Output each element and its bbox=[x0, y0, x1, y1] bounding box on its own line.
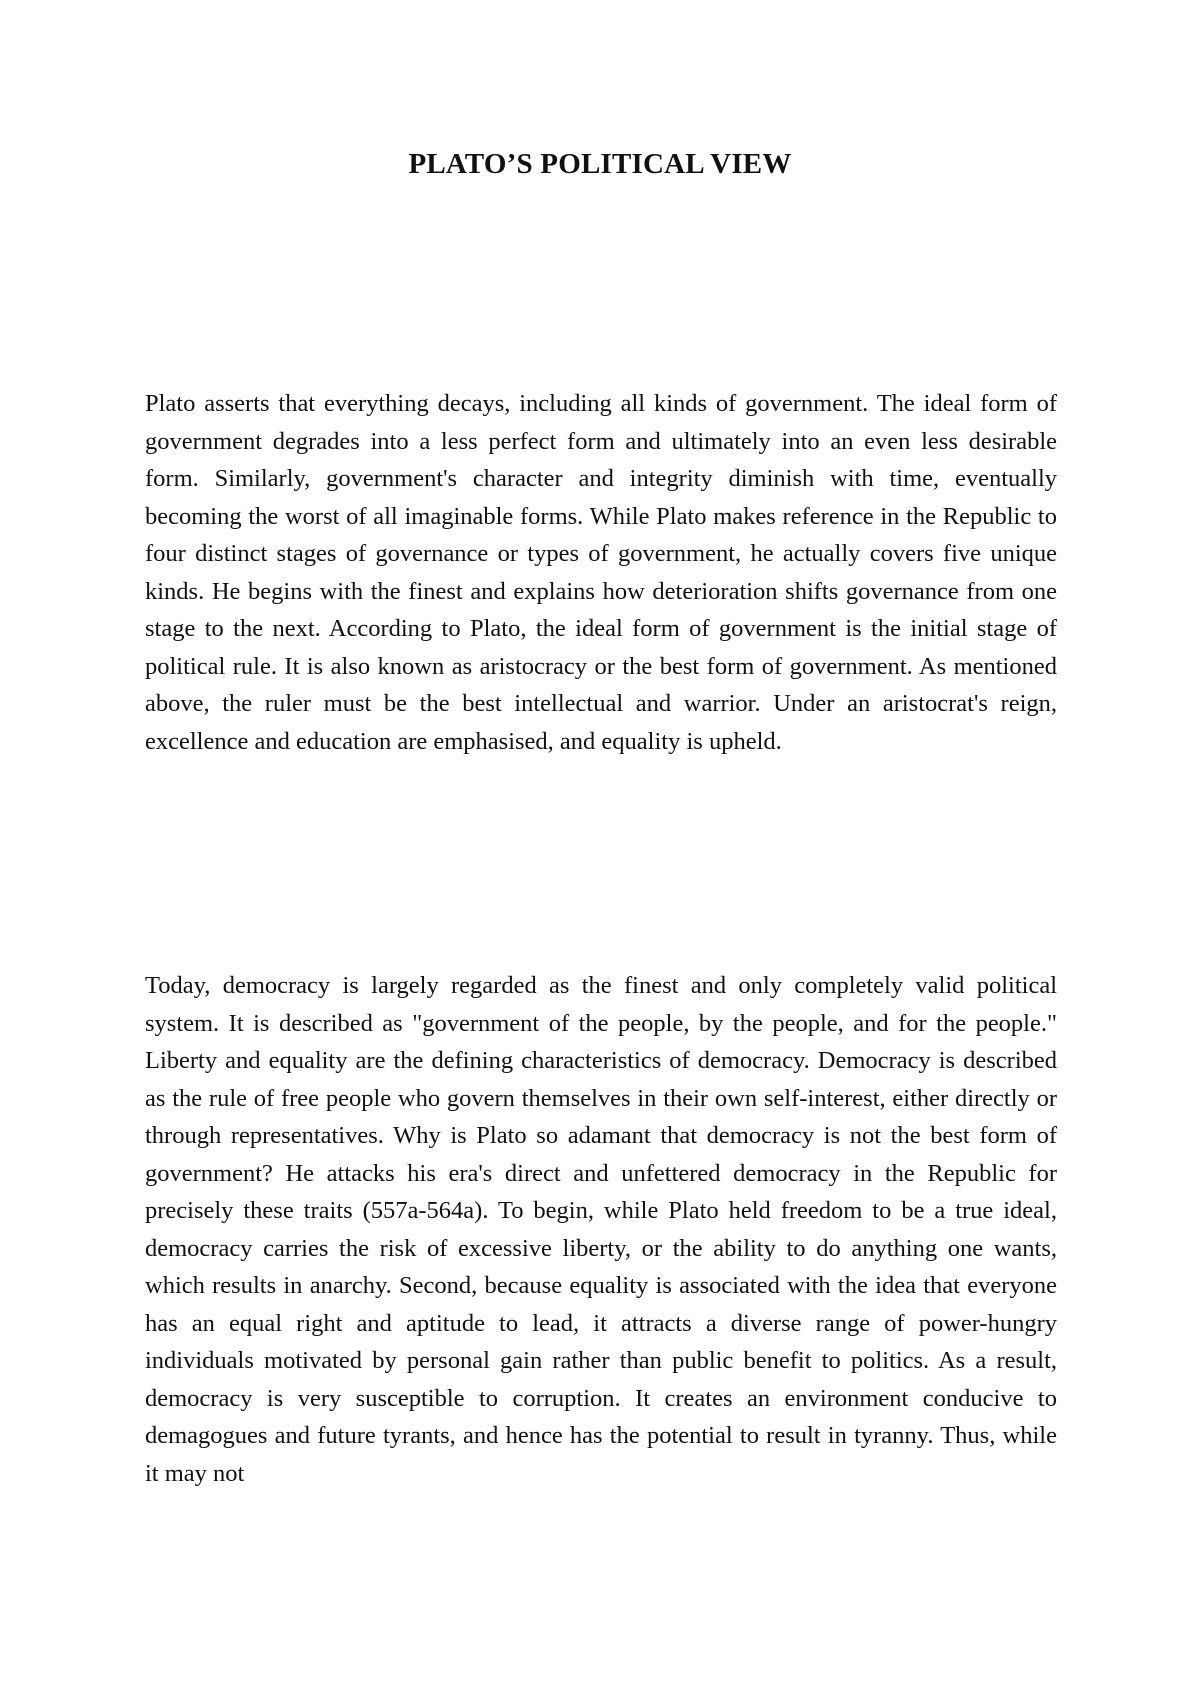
body-paragraph: Plato asserts that everything decays, including all kinds of government. The ideal form of government degrades into a less perfect form and ultimately into an even less desirable form. Similarly, government's character and integrity diminish with time, eventually becoming the worst of all imaginable forms. While Plato makes reference in the Republic to four distinct stages of governance or types of government, he actually covers five unique kinds. He begins with the finest and explains how deterioration shifts governance from one stage to the next. According to Plato, the ideal form of government is the initial stage of political rule. It is also known as aristocracy or the best form of government. As mentioned above, the ruler must be the best intellectual and warrior. Under an aristocrat's reign, excellence and education are emphasised, and equality is upheld. bbox=[145, 390, 1057, 755]
body-paragraph: Today, democracy is largely regarded as the finest and only completely valid political system. It is described as "government of the people, by the people, and for the people." Liberty and equality are the defining characteristics of democracy. Democracy is described as the rule of free people who govern themselves in their own self-interest, either directly or through representatives. Why is Plato so adamant that democracy is not the best form of government? He attacks his era's direct and unfettered democracy in the Republic for precisely these traits (557a-564a). To begin, while Plato held freedom to be a true ideal, democracy carries the risk of excessive liberty, or the ability to do anything one wants, which results in anarchy. Second, because equality is associated with the idea that everyone has an equal right and aptitude to lead, it attracts a diverse range of power-hungry individuals motivated by personal gain rather than public benefit to politics. As a result, democracy is very susceptible to corruption. It creates an environment conducive to demagogues and future tyrants, and hence has the potential to result in tyranny. Thus, while it may not bbox=[145, 972, 1057, 1487]
page-title: PLATO’S POLITICAL VIEW bbox=[408, 148, 792, 180]
